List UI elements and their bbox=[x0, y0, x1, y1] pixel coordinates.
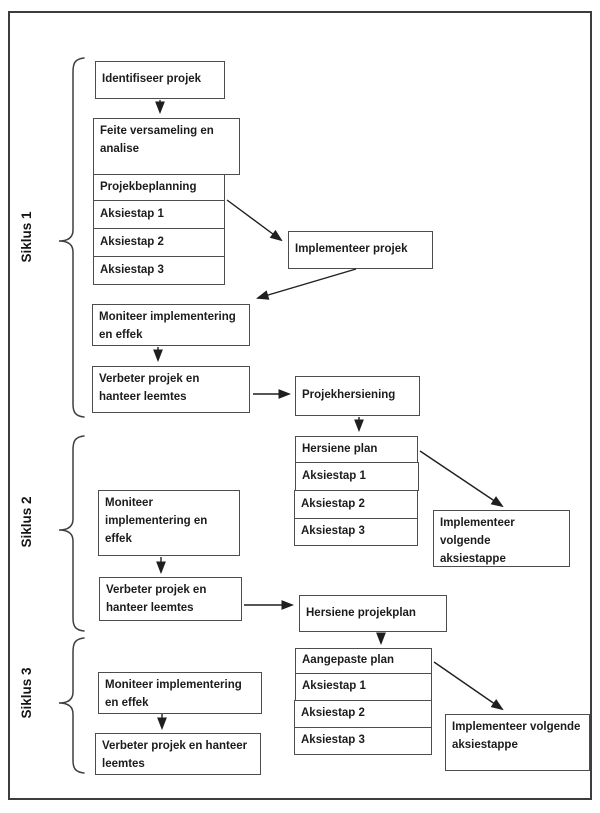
siklus-2-label: Siklus 2 bbox=[19, 496, 34, 548]
box-hersiene-plan: Hersiene plan bbox=[295, 436, 418, 463]
box-s3-verbeter: Verbeter projek en hanteer leemtes bbox=[95, 733, 261, 775]
box-aangepaste-plan: Aangepaste plan bbox=[295, 648, 432, 674]
box-s2-aksiestap-3: Aksiestap 3 bbox=[294, 518, 418, 546]
box-feite-versameling: Feite versameling en analise bbox=[93, 118, 240, 175]
box-s1-aksiestap-1: Aksiestap 1 bbox=[93, 200, 225, 229]
box-s1-verbeter: Verbeter projek en hanteer leemtes bbox=[92, 366, 250, 413]
box-s1-aksiestap-2: Aksiestap 2 bbox=[93, 228, 225, 257]
box-s3-aksiestap-2: Aksiestap 2 bbox=[294, 700, 432, 728]
siklus-3-label: Siklus 3 bbox=[19, 667, 34, 719]
box-s2-verbeter: Verbeter projek en hanteer leemtes bbox=[99, 577, 242, 621]
box-s2-aksiestap-2: Aksiestap 2 bbox=[294, 490, 418, 519]
box-projekhersiening: Projekhersiening bbox=[295, 376, 420, 416]
box-s1-moniteer: Moniteer implementering en effek bbox=[92, 304, 250, 346]
box-hersiene-projekplan: Hersiene projekplan bbox=[299, 595, 447, 632]
box-projekbeplanning: Projekbeplanning bbox=[93, 174, 225, 201]
box-identifiseer-projek: Identifiseer projek bbox=[95, 61, 225, 99]
box-s3-implementeer-volgende: Implementeer volgende aksiestappe bbox=[445, 714, 590, 771]
box-s1-aksiestap-3: Aksiestap 3 bbox=[93, 256, 225, 285]
box-s2-aksiestap-1: Aksiestap 1 bbox=[295, 462, 419, 491]
box-s2-moniteer: Moniteer implementering en effek bbox=[98, 490, 240, 556]
box-s3-aksiestap-1: Aksiestap 1 bbox=[295, 673, 432, 701]
box-implementeer-projek: Implementeer projek bbox=[288, 231, 433, 269]
box-s3-moniteer: Moniteer implementering en effek bbox=[98, 672, 262, 714]
siklus-1-label: Siklus 1 bbox=[19, 211, 34, 263]
box-s3-aksiestap-3: Aksiestap 3 bbox=[294, 727, 432, 755]
box-s2-implementeer-volgende: Implementeer volgende aksiestappe bbox=[433, 510, 570, 567]
